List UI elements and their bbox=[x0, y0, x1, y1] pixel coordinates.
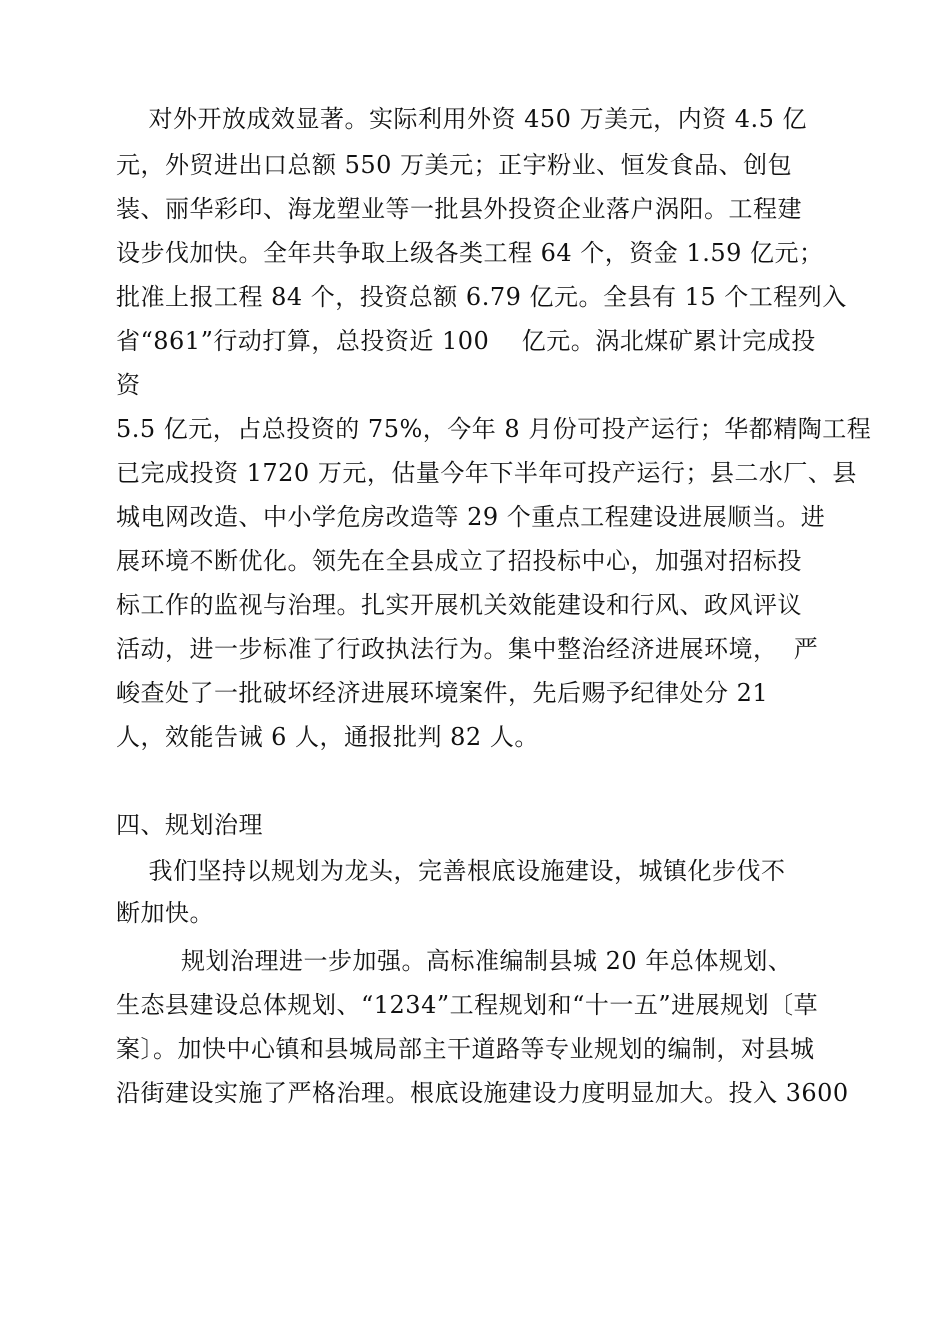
paragraph-line: 设步伐加快。全年共争取上级各类工程 64 个，资金 1.59 亿元； bbox=[116, 239, 824, 267]
paragraph-line: 元，外贸进出口总额 550 万美元；正宇粉业、恒发食品、创包 bbox=[116, 151, 793, 179]
paragraph-line: 对外开放成效显著。实际利用外资 450 万美元，内资 4.5 亿 bbox=[116, 105, 808, 133]
paragraph-line: 标工作的监视与治理。扎实开展机关效能建设和行风、政风评议 bbox=[116, 591, 802, 619]
paragraph-line: 城电网改造、中小学危房改造等 29 个重点工程建设进展顺当。进 bbox=[116, 503, 826, 531]
paragraph-line: 我们坚持以规划为龙头，完善根底设施建设，城镇化步伐不 bbox=[116, 857, 786, 885]
paragraph-line: 资 bbox=[116, 371, 141, 399]
paragraph-line: 峻查处了一批破坏经济进展环境案件，先后赐予纪律处分 21 bbox=[116, 679, 769, 707]
paragraph-line: 活动，进一步标准了行政执法行为。集中整治经济进展环境， 严 bbox=[116, 635, 819, 663]
paragraph-line: 已完成投资 1720 万元，估量今年下半年可投产运行；县二水厂、县 bbox=[116, 459, 857, 487]
paragraph-line: 展环境不断优化。领先在全县成立了招投标中心，加强对招标投 bbox=[116, 547, 802, 575]
paragraph-line: 断加快。 bbox=[116, 899, 214, 927]
paragraph-line: 5.5 亿元，占总投资的 75%，今年 8 月份可投产运行；华都精陶工程 bbox=[116, 415, 872, 443]
paragraph-line: 装、丽华彩印、海龙塑业等一批县外投资企业落户涡阳。工程建 bbox=[116, 195, 802, 223]
paragraph-line: 沿街建设实施了严格治理。根底设施建设力度明显加大。投入 3600 bbox=[116, 1079, 849, 1107]
paragraph-line: 生态县建设总体规划、“1234”工程规划和“十一五”进展规划〔草 bbox=[116, 991, 819, 1019]
section-heading: 四、规划治理 bbox=[116, 811, 263, 839]
paragraph-line: 批准上报工程 84 个，投资总额 6.79 亿元。全县有 15 个工程列入 bbox=[116, 283, 847, 311]
paragraph-line: 省“861”行动打算，总投资近 100 亿元。涡北煤矿累计完成投 bbox=[116, 327, 816, 355]
paragraph-line: 人，效能告诫 6 人，通报批判 82 人。 bbox=[116, 723, 539, 751]
paragraph-line: 案〕。加快中心镇和县城局部主干道路等专业规划的编制，对县城 bbox=[116, 1035, 815, 1063]
paragraph-line: 规划治理进一步加强。高标准编制县城 20 年总体规划、 bbox=[116, 947, 793, 975]
